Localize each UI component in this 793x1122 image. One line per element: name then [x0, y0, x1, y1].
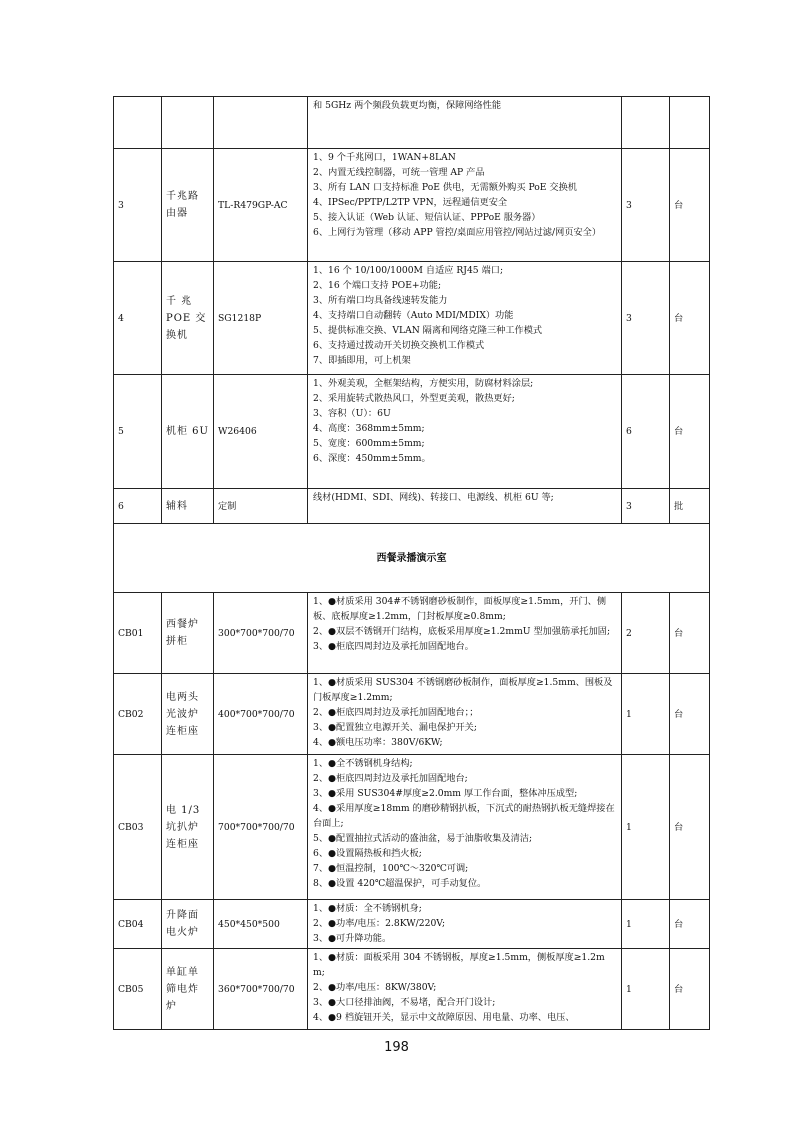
spec-line: 2、●功率/电压：8KW/380V; [313, 982, 437, 993]
spec-line: 1、●材质：全不锈钢机身; [313, 903, 422, 914]
item-number: CB02 [114, 674, 162, 755]
item-name: 电 1/3 坑扒炉连柜座 [162, 755, 214, 900]
item-unit: 台 [670, 149, 710, 262]
item-model: 300*700*700/70 [214, 593, 308, 674]
item-quantity: 1 [622, 674, 670, 755]
item-model: W26406 [214, 375, 308, 489]
item-model: 450*450*500 [214, 900, 308, 949]
spec-line: 1、●材质采用 304#不锈钢磨砂板制作，面板厚度≥1.5mm，开门、侧板、底板厚度≥1.2mm，门封板厚度≥0.8mm; [313, 596, 607, 622]
table-row [114, 674, 710, 755]
item-specs [308, 949, 622, 1030]
spec-line: 2、●功率/电压：2.8KW/220V; [313, 918, 446, 929]
spec-line: 3、所有端口均具备线速转发能力 [313, 295, 448, 306]
spec-line: 4、支持端口自动翻转（Auto MDI/MDIX）功能 [313, 310, 514, 321]
item-name: 升降面电火炉 [162, 900, 214, 949]
table-row [114, 149, 710, 262]
spec-line: 1、●材质采用 SUS304 不锈钢磨砂板制作，面板厚度≥1.5mm、围板及门板厚度≥1.2mm; [313, 677, 613, 703]
item-model: 360*700*700/70 [214, 949, 308, 1030]
item-number: CB03 [114, 755, 162, 900]
item-number: CB01 [114, 593, 162, 674]
spec-line: 5、接入认证（Web 认证、短信认证、PPPoE 服务器） [313, 212, 541, 223]
spec-line: 7、●恒温控制，100℃～320℃可调; [313, 863, 469, 874]
table-row [114, 949, 710, 1030]
item-specs [308, 262, 622, 375]
item-unit: 批 [670, 489, 710, 524]
spec-line: 2、内置无线控制器，可统一管理 AP 产品 [313, 167, 485, 178]
item-name: 电两头光波炉连柜座 [162, 674, 214, 755]
item-unit: 台 [670, 900, 710, 949]
table-row [114, 900, 710, 949]
item-model: TL-R479GP-AC [214, 149, 308, 262]
section-header-row [114, 524, 710, 593]
item-model: 定制 [214, 489, 308, 524]
item-name: 千 兆 POE 交换机 [162, 262, 214, 375]
item-number: 6 [114, 489, 162, 524]
spec-line: 1、16 个 10/100/1000M 自适应 RJ45 端口; [313, 265, 504, 276]
item-unit: 台 [670, 949, 710, 1030]
item-unit [670, 97, 710, 149]
table-row [114, 755, 710, 900]
page-number: 198 [384, 1040, 409, 1055]
spec-line: 3、容积（U）：6U [313, 408, 391, 419]
section-title: 西餐录播演示室 [114, 524, 710, 593]
spec-line: 2、●柜底四周封边及承托加固配地台；； [313, 707, 479, 718]
item-number: 4 [114, 262, 162, 375]
table-row [114, 593, 710, 674]
item-number: CB05 [114, 949, 162, 1030]
table-row [114, 489, 710, 524]
spec-line: 6、深度：450mm±5mm。 [313, 453, 431, 464]
item-specs [308, 593, 622, 674]
spec-line: 1、外观美观，全框架结构，方便实用，防腐材料涂层; [313, 378, 534, 389]
item-specs [308, 900, 622, 949]
item-quantity: 2 [622, 593, 670, 674]
item-unit: 台 [670, 375, 710, 489]
table-row [114, 262, 710, 375]
spec-line: 5、提供标准交换、VLAN 隔离和网络克隆三种工作模式 [313, 325, 543, 336]
item-quantity: 1 [622, 900, 670, 949]
spec-line: 1、●全不锈钢机身结构; [313, 758, 413, 769]
item-model: 700*700*700/70 [214, 755, 308, 900]
spec-line: 5、宽度：600mm±5mm; [313, 438, 425, 449]
item-name: 西餐炉拼柜 [162, 593, 214, 674]
spec-line: 1、●材质：面板采用 304 不锈钢板，厚度≥1.5mm，侧板厚度≥1.2mm; [313, 952, 605, 978]
spec-line: 3、●配置独立电源开关、漏电保护开关; [313, 722, 477, 733]
item-number: 5 [114, 375, 162, 489]
item-number [114, 97, 162, 149]
spec-line: 4、●额电压功率：380V/6KW; [313, 737, 443, 748]
item-specs [308, 489, 622, 524]
item-quantity [622, 97, 670, 149]
spec-line: 2、●双层不锈钢开门结构，底板采用厚度≥1.2mmU 型加强筋承托加固; [313, 626, 611, 637]
spec-line: 6、●设置隔热板和挡火板; [313, 848, 422, 859]
item-name: 机柜 6U [162, 375, 214, 489]
spec-line: 2、●柜底四周封边及承托加固配地台; [313, 773, 468, 784]
item-model: 400*700*700/70 [214, 674, 308, 755]
item-specs [308, 149, 622, 262]
item-unit: 台 [670, 262, 710, 375]
spec-line: 4、●9 档旋钮开关，显示中文故障原因、用电量、功率、电压、 [313, 1012, 575, 1023]
item-specs [308, 375, 622, 489]
spec-line: 3、所有 LAN 口支持标准 PoE 供电，无需额外购买 PoE 交换机 [313, 182, 577, 193]
item-quantity: 3 [622, 149, 670, 262]
item-unit: 台 [670, 674, 710, 755]
spec-line: 1、9 个千兆网口，1WAN+8LAN [313, 152, 456, 163]
spec-line: 4、●采用厚度≥18mm 的磨砂精钢扒板，下沉式的耐热钢扒板无缝焊接在台面上; [313, 803, 615, 829]
spec-line: 3、●柜底四周封边及承托加固配地台。 [313, 641, 474, 652]
item-quantity: 3 [622, 489, 670, 524]
item-name: 千兆路由器 [162, 149, 214, 262]
item-name: 辅料 [162, 489, 214, 524]
spec-line: 3、●大口径排油阀，不易堵，配合开门设计; [313, 997, 496, 1008]
item-name [162, 97, 214, 149]
spec-line: 2、16 个端口支持 POE+功能; [313, 280, 442, 291]
item-unit: 台 [670, 755, 710, 900]
spec-line: 3、●采用 SUS304#厚度≥2.0mm 厚工作台面，整体冲压成型; [313, 788, 578, 799]
table-row [114, 375, 710, 489]
item-unit: 台 [670, 593, 710, 674]
item-model: SG1218P [214, 262, 308, 375]
spec-line: 3、●可升降功能。 [313, 933, 392, 944]
item-specs [308, 97, 622, 149]
spec-line: 4、高度：368mm±5mm; [313, 423, 425, 434]
item-model [214, 97, 308, 149]
spec-line: 8、●设置 420℃超温保护，可手动复位。 [313, 878, 487, 889]
item-number: CB04 [114, 900, 162, 949]
item-quantity: 3 [622, 262, 670, 375]
spec-line: 5、●配置抽拉式活动的盛油盆，易于油脂收集及清洁; [313, 833, 533, 844]
item-quantity: 1 [622, 755, 670, 900]
item-number: 3 [114, 149, 162, 262]
equipment-table [113, 96, 710, 1030]
item-specs [308, 674, 622, 755]
table-row [114, 97, 710, 149]
spec-line: 2、采用旋转式散热风口，外型更美观，散热更好; [313, 393, 515, 404]
item-specs [308, 755, 622, 900]
spec-line: 6、支持通过拨动开关切换交换机工作模式 [313, 340, 485, 351]
item-quantity: 6 [622, 375, 670, 489]
item-quantity: 1 [622, 949, 670, 1030]
spec-line: 6、上网行为管理（移动 APP 管控/桌面应用管控/网站过滤/网页安全） [313, 227, 602, 238]
spec-line: 和 5GHz 两个频段负载更均衡，保障网络性能 [313, 100, 502, 111]
item-name: 单缸单筛电炸炉 [162, 949, 214, 1030]
spec-line: 7、即插即用，可上机架 [313, 355, 411, 366]
spec-line: 4、IPSec/PPTP/L2TP VPN，远程通信更安全 [313, 197, 508, 208]
spec-line: 线材(HDMI、SDI、网线)、转接口、电源线、机柜 6U 等; [313, 492, 554, 503]
